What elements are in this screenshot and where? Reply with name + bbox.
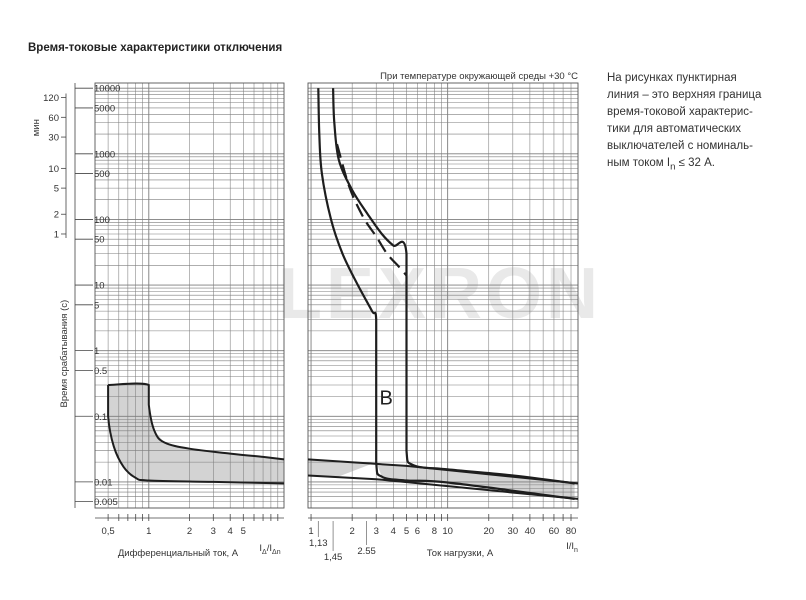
x-tick-label: 3 (373, 526, 379, 537)
y-tick-label: 5 (94, 300, 100, 312)
x-tick-label: 5 (403, 526, 410, 537)
x-extra-tick-label: 1,45 (323, 552, 343, 563)
note-line: ным током I (607, 157, 671, 169)
y-tick-label: 0.5 (94, 365, 108, 377)
note-line: линия – это верхняя граница (607, 89, 762, 101)
y-min-tick-label: 120 (43, 93, 59, 105)
y-min-tick-label: 60 (48, 112, 59, 124)
x-axis-label: Дифференциальный ток, А (117, 548, 239, 559)
ratio-sub: Δn (272, 549, 281, 556)
note-line: ≤ 32 А. (675, 157, 715, 169)
chart-subtitle: При температуре окружающей среды +30 °С (380, 71, 578, 82)
y-axis-label: Время срабатывания (с) (59, 299, 70, 408)
x-tick-label: 1 (308, 526, 314, 537)
watermark-logo: LEXRON (277, 254, 603, 334)
x-tick-label: 8 (431, 526, 438, 537)
y-minutes-unit: мин (31, 119, 42, 137)
y-tick-label: 10 (94, 280, 105, 292)
y-min-tick-label: 1 (53, 229, 59, 241)
y-tick-label: 0.1 (94, 411, 108, 423)
y-tick-label: 0.01 (94, 477, 113, 489)
curve-label-b: B (379, 387, 393, 410)
note-line: тики для автоматических (607, 123, 742, 135)
x-tick-label: 80 (565, 526, 577, 537)
ratio-sub: n (574, 547, 578, 554)
y-min-tick-label: 10 (48, 163, 59, 175)
note-line: время-токовой характерис- (607, 106, 753, 118)
x-tick-label: 4 (227, 526, 233, 537)
x-tick-label: 2 (186, 526, 193, 537)
ratio-sub: Δ (262, 549, 267, 556)
y-tick-label: 1000 (94, 149, 116, 161)
y-tick-label: 1 (94, 346, 100, 358)
x-tick-label: 20 (483, 526, 495, 537)
ratio-sep: /I (266, 543, 273, 554)
chart-differential-current (31, 83, 284, 559)
x-tick-label: 4 (390, 526, 396, 537)
x-tick-label: 0,5 (101, 526, 115, 537)
y-tick-label: 5000 (94, 103, 116, 115)
x-tick-label: 60 (548, 526, 560, 537)
y-tick-label: 10000 (94, 83, 121, 95)
chart-title: Время-токовые характеристики отключения (28, 42, 283, 54)
x-ratio-label (566, 541, 578, 554)
y-tick-label: 100 (94, 214, 110, 226)
note-line: выключателей с номиналь- (607, 140, 753, 152)
x-tick-label: 1 (146, 526, 152, 537)
x-extra-tick-label: 1,13 (309, 538, 328, 549)
y-tick-label: 500 (94, 169, 110, 181)
y-min-tick-label: 30 (48, 132, 59, 144)
note-line: На рисунках пунктирная (607, 72, 737, 84)
note-subscript: n (670, 161, 676, 173)
ratio-main: I (259, 543, 263, 554)
x-tick-label: 30 (507, 526, 519, 537)
y-min-tick-label: 2 (53, 209, 59, 221)
x-tick-label: 10 (442, 526, 453, 537)
x-extra-tick-label: 2.55 (357, 546, 376, 557)
trip-band-area (108, 385, 284, 483)
ratio-main: I/I (566, 541, 575, 552)
y-tick-label: 50 (94, 234, 105, 246)
x-axis-label: Ток нагрузки, А (426, 548, 494, 559)
y-min-tick-label: 5 (53, 183, 59, 195)
x-tick-label: 6 (414, 526, 420, 537)
x-ratio-label (259, 543, 280, 556)
x-tick-label: 2 (349, 526, 355, 537)
y-tick-label: 0.005 (94, 497, 118, 509)
x-tick-label: 3 (210, 526, 216, 537)
x-tick-label: 40 (524, 526, 536, 537)
x-tick-label: 5 (240, 526, 246, 537)
